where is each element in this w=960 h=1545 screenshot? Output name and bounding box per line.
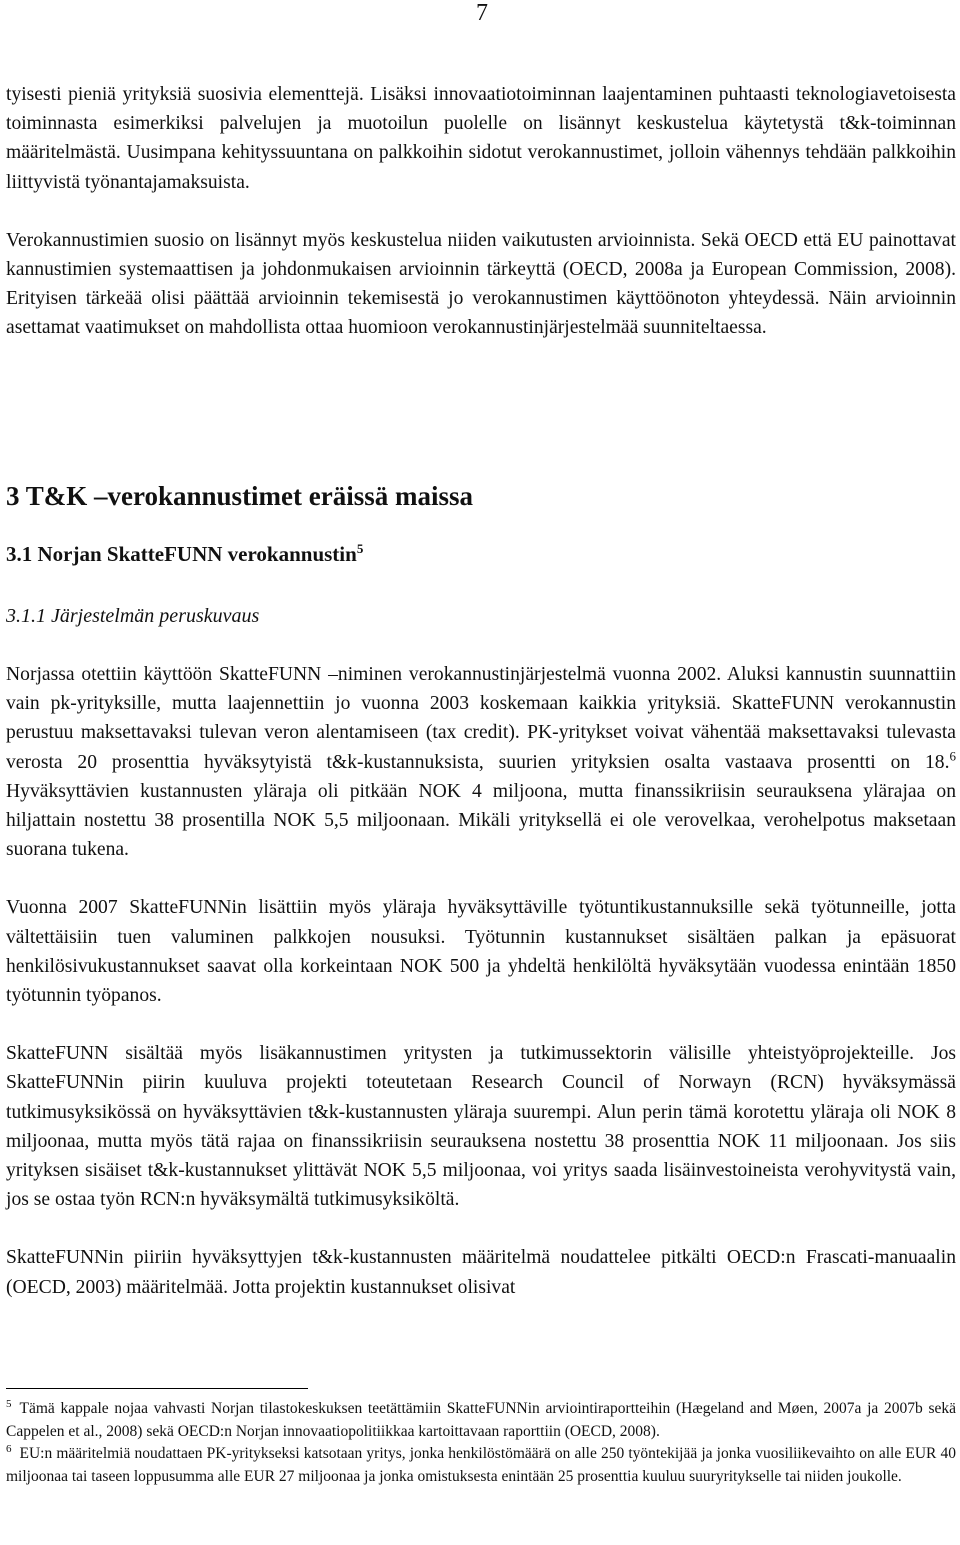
subsection-heading-text: 3.1 Norjan SkatteFUNN verokannustin — [6, 542, 357, 566]
paragraph-4: Vuonna 2007 SkatteFUNNin lisättiin myös yläraja hyväksyttäville työtuntikustannuksille sekä työtunneille, jotta vältettäisiin tuen valuminen palkkojen nousuksi. Työtunnin kustannukset sisältäen palkan ja epäsuorat henkilösivukustannukset saavat olla korkeintaan NOK 500 ja yhdeltä henkilöltä hyväksytään vuodessa enintään 1850 työtunnin työpanos. — [6, 897, 956, 1007]
page-number: 7 — [476, 0, 488, 26]
paragraph-2: Verokannustimien suosio on lisännyt myös keskustelua niiden vaikutusten arvioinnista. Sekä OECD että EU painottavat kannustimien systemaattisen ja johdonmukaisen arvioinnin tärkeyttä (OECD, 2008a ja European Commission, 2008). Erityisen tärkeää olisi päättää arvioinnin tekemisestä jo verokannustimen käyttöönoton yhteydessä. Näin arvioinnin asettamat vaatimukset on mahdollista ottaa huomioon verokannustinjärjestelmää suunniteltaessa. — [6, 229, 956, 339]
subsubsection-heading: 3.1.1 Järjestelmän peruskuvaus — [6, 605, 260, 627]
footnote-ref-5[interactable]: 5 — [356, 541, 364, 556]
footnote-number: 5 — [6, 1397, 12, 1410]
footnote-number: 6 — [6, 1442, 12, 1455]
footnote-text: Tämä kappale nojaa vahvasti Norjan tilastokeskuksen teetättämiin SkatteFUNNin arviointiraportteihin (Hægeland and Møen, 2007a ja 2007b sekä Cappelen et al., 2008) sekä OECD:n Norjan innovaatiopolitiikkaa kartoittavaan raporttiin (OECD, 2008). — [6, 1400, 956, 1440]
footnote-text: EU:n määritelmiä noudattaen PK-yritykseksi katsotaan yritys, jonka henkilöstömäärä on alle 250 työntekijää ja jonka vuosiliikevaihto on alle EUR 40 miljoonaa tai taseen loppusumma alle EUR 27 miljoonaa ja jonka omistuksesta enintään 25 prosenttia kuuluu suuryritykselle tai niiden joukolle. — [6, 1445, 956, 1485]
paragraph-3 — [6, 660, 956, 864]
subsection-heading — [6, 541, 363, 567]
footnote-ref-6[interactable]: 6 — [949, 748, 956, 764]
footnotes — [6, 1398, 956, 1488]
footnote-6 — [6, 1443, 956, 1488]
intro-section — [6, 80, 956, 343]
footnote-5 — [6, 1398, 956, 1443]
footnote-divider — [6, 1388, 308, 1389]
paragraph-3-part-a: Norjassa otettiin käyttöön SkatteFUNN –niminen verokannustinjärjestelmä vuonna 2002. Aluksi kannustin suunnattiin vain pk-yrityksille, mutta laajennettiin jo vuonna 2003 koskemaan kaikkia yrityksiä. SkatteFUNN verokannustin perustuu maksettavaksi tulevan veron alentamiseen (tax credit). PK-yritykset voivat vähentää maksettavaksi tulevasta verosta 20 prosenttia hyväksytyistä t&k-kustannuksista, suurien yrityksien osalta vastaava prosentti on 18. — [6, 664, 956, 773]
paragraph-5: SkatteFUNN sisältää myös lisäkannustimen yritysten ja tutkimussektorin välisille yhteistyöprojekteille. Jos SkatteFUNNin piirin kuuluva projekti toteutetaan Research Council of Norwayn (RCN) hyväksymässä tutkimusyksikössä on hyväksyttävien t&k-kustannusten yläraja suurempi. Alun perin tämä korotettu yläraja oli NOK 8 miljoonaa, mutta myös tätä rajaa on finanssikriisin seurauksena nostettu 38 prosenttia NOK 11 miljoonaan. Jos siis yrityksen sisäiset t&k-kustannukset ylittävät NOK 5,5 miljoonaa, voi yritys saada lisäinvestoineista verohyvitystä vain, jos se ostaa työn RCN:n hyväksymältä tutkimusyksiköltä. — [6, 1043, 956, 1211]
paragraph-3-part-b: Hyväksyttävien kustannusten yläraja oli pitkään NOK 4 miljoona, mutta finanssikriisin seurauksena ylärajaa on hiljattain nostettu 38 prosentilla NOK 5,5 miljoonaan. Mikäli yrityksellä ei ole verovelkaa, verohelpotus maksetaan suorana tukena. — [6, 780, 956, 861]
paragraph-1: tyisesti pieniä yrityksiä suosivia elementtejä. Lisäksi innovaatiotoiminnan laajentaminen puhtaasti teknologiavetoisesta toiminnasta esimerkiksi palvelujen ja muotoilun puolelle on lisännyt keskustelua käytetystä t&k-toiminnan määritelmästä. Uusimpana kehityssuuntana on palkkoihin sidotut verokannustimet, jolloin vähennys tehdään palkkoihin liittyvistä työnantajamaksuista. — [6, 84, 956, 193]
paragraph-6: SkatteFUNNin piiriin hyväksyttyjen t&k-kustannusten määritelmä noudattelee pitkälti OECD:n Frascati-manuaalin (OECD, 2003) määritelmää. Jotta projektin kustannukset olisivat — [6, 1247, 956, 1298]
section-heading: 3 T&K –verokannustimet eräissä maissa — [6, 481, 474, 511]
norway-section — [6, 660, 956, 1302]
